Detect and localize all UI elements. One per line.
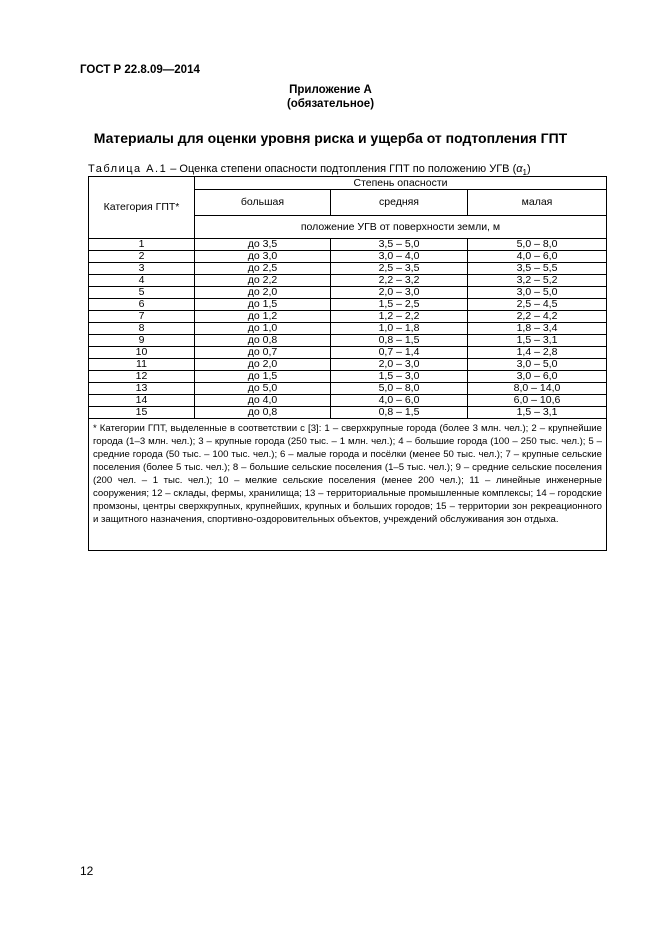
cell-high: до 1,5 xyxy=(195,371,331,383)
cell-low: 6,0 – 10,6 xyxy=(468,395,607,407)
appendix-status: (обязательное) xyxy=(286,98,375,110)
page-number: 12 xyxy=(80,864,94,878)
cell-medium: 1,2 – 2,2 xyxy=(331,311,468,323)
column-group-header-hazard: Степень опасности xyxy=(195,177,607,190)
cell-low: 8,0 – 14,0 xyxy=(468,383,607,395)
cell-low: 1,5 – 3,1 xyxy=(468,335,607,347)
table-footnote: * Категории ГПТ, выделенные в соответствии с [3]: 1 – сверхкрупные города (более 3 млн. чел.); 2 – крупнейшие города (1–3 млн. чел.); 3 – крупные города (250 тыс. – 1 млн. чел.); 4 – большие города (100 – 250 тыс. чел.); 5 – средние города (50 тыс. – 100 тыс. чел.); 6 – малые города и посёлки (менее 50 тыс. чел.); 7 – крупные сельские поселения (более 5 тыс. чел.); 8 – большие сельские поселения (1–5 тыс. чел.); 9 – средние сельские поселения (200 чел. – 1 тыс. чел.); 10 – мелкие сельские поселения (менее 200 чел.); 11 – линейные инженерные сооружения; 12 – склады, фермы, хранилища; 13 – территориальные промышленные комплексы; 14 – городские промзоны, центры сверхкрупных, крупнейших, крупных и больших городов; 15 – территории зон рекреационного и защитного назначения, спортивно-оздоровительных объектов, учреждений обслуживания зон отдыха. xyxy=(89,419,607,551)
cell-low: 2,5 – 4,5 xyxy=(468,299,607,311)
cell-category: 7 xyxy=(89,311,195,323)
cell-medium: 2,5 – 3,5 xyxy=(331,263,468,275)
table-footer xyxy=(89,419,607,551)
cell-medium: 0,7 – 1,4 xyxy=(331,347,468,359)
cell-medium: 4,0 – 6,0 xyxy=(331,395,468,407)
table-row xyxy=(89,347,607,359)
cell-category: 9 xyxy=(89,335,195,347)
table-row xyxy=(89,239,607,251)
cell-medium: 1,5 – 3,0 xyxy=(331,371,468,383)
cell-low: 1,8 – 3,4 xyxy=(468,323,607,335)
cell-category: 1 xyxy=(89,239,195,251)
cell-low: 1,4 – 2,8 xyxy=(468,347,607,359)
cell-low: 3,0 – 6,0 xyxy=(468,371,607,383)
cell-category: 15 xyxy=(89,407,195,419)
table-caption-subscript: 1 xyxy=(522,168,527,178)
cell-category: 5 xyxy=(89,287,195,299)
cell-medium: 5,0 – 8,0 xyxy=(331,383,468,395)
cell-low: 3,0 – 5,0 xyxy=(468,359,607,371)
table-caption-symbol: α xyxy=(516,163,523,175)
table-caption-close: ) xyxy=(526,163,531,175)
cell-category: 10 xyxy=(89,347,195,359)
column-header-low: малая xyxy=(468,190,607,216)
cell-high: до 5,0 xyxy=(195,383,331,395)
column-header-high: большая xyxy=(195,190,331,216)
table-row xyxy=(89,359,607,371)
section-title: Материалы для оценки уровня риска и ущерба от подтопления ГПТ xyxy=(93,130,568,146)
table-row xyxy=(89,275,607,287)
cell-high: до 4,0 xyxy=(195,395,331,407)
cell-low: 1,5 – 3,1 xyxy=(468,407,607,419)
table-row xyxy=(89,335,607,347)
document-code: ГОСТ Р 22.8.09—2014 xyxy=(80,64,200,76)
cell-high: до 1,0 xyxy=(195,323,331,335)
cell-low: 5,0 – 8,0 xyxy=(468,239,607,251)
cell-high: до 2,2 xyxy=(195,275,331,287)
hazard-table-wrapper xyxy=(88,176,606,551)
cell-category: 6 xyxy=(89,299,195,311)
cell-medium: 3,0 – 4,0 xyxy=(331,251,468,263)
table-row xyxy=(89,371,607,383)
table-row xyxy=(89,323,607,335)
cell-high: до 3,0 xyxy=(195,251,331,263)
cell-high: до 0,8 xyxy=(195,407,331,419)
table-row xyxy=(89,311,607,323)
column-header-category: Категория ГПТ* xyxy=(89,177,195,239)
appendix-heading xyxy=(0,83,661,111)
table-row xyxy=(89,263,607,275)
units-row: положение УГВ от поверхности земли, м xyxy=(195,216,607,239)
cell-medium: 1,5 – 2,5 xyxy=(331,299,468,311)
table-row xyxy=(89,287,607,299)
table-row xyxy=(89,407,607,419)
table-row xyxy=(89,395,607,407)
cell-category: 14 xyxy=(89,395,195,407)
cell-high: до 0,8 xyxy=(195,335,331,347)
cell-medium: 3,5 – 5,0 xyxy=(331,239,468,251)
table-body xyxy=(89,239,607,419)
table-row xyxy=(89,383,607,395)
appendix-title: Приложение А xyxy=(289,84,372,96)
cell-category: 4 xyxy=(89,275,195,287)
cell-category: 8 xyxy=(89,323,195,335)
cell-high: до 0,7 xyxy=(195,347,331,359)
cell-high: до 1,2 xyxy=(195,311,331,323)
column-header-medium: средняя xyxy=(331,190,468,216)
cell-category: 2 xyxy=(89,251,195,263)
cell-medium: 2,0 – 3,0 xyxy=(331,287,468,299)
hazard-table xyxy=(88,176,607,551)
cell-high: до 2,0 xyxy=(195,359,331,371)
table-row xyxy=(89,299,607,311)
cell-high: до 3,5 xyxy=(195,239,331,251)
cell-low: 4,0 – 6,0 xyxy=(468,251,607,263)
cell-high: до 1,5 xyxy=(195,299,331,311)
table-row xyxy=(89,251,607,263)
cell-low: 3,0 – 5,0 xyxy=(468,287,607,299)
cell-category: 12 xyxy=(89,371,195,383)
cell-category: 13 xyxy=(89,383,195,395)
cell-medium: 2,2 – 3,2 xyxy=(331,275,468,287)
cell-high: до 2,0 xyxy=(195,287,331,299)
table-caption-text: – Оценка степени опасности подтопления ГПТ по положению УГВ ( xyxy=(167,163,517,175)
cell-low: 2,2 – 4,2 xyxy=(468,311,607,323)
cell-medium: 0,8 – 1,5 xyxy=(331,335,468,347)
cell-low: 3,5 – 5,5 xyxy=(468,263,607,275)
cell-medium: 1,0 – 1,8 xyxy=(331,323,468,335)
table-caption-label: Таблица А.1 xyxy=(88,163,168,175)
cell-category: 11 xyxy=(89,359,195,371)
table-header xyxy=(89,177,607,239)
cell-category: 3 xyxy=(89,263,195,275)
cell-medium: 0,8 – 1,5 xyxy=(331,407,468,419)
cell-low: 3,2 – 5,2 xyxy=(468,275,607,287)
cell-high: до 2,5 xyxy=(195,263,331,275)
cell-medium: 2,0 – 3,0 xyxy=(331,359,468,371)
